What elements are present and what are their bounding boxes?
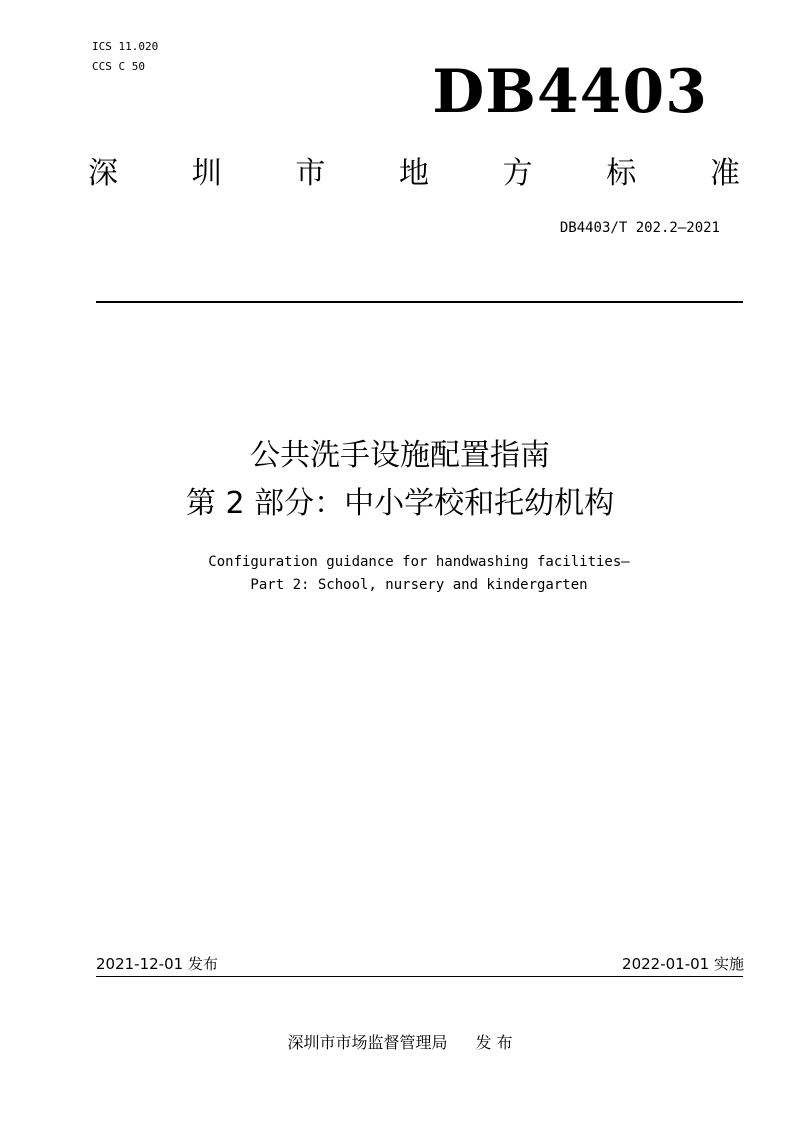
title-cn-line1: 公共洗手设施配置指南	[250, 438, 550, 473]
standard-number: DB4403/T 202.2—2021	[559, 220, 720, 236]
standard-type-char: 市	[295, 156, 326, 191]
standard-type-char: 标	[606, 156, 637, 191]
standard-type-char: 圳	[191, 156, 222, 191]
standard-type-char: 方	[502, 156, 533, 191]
bottom-divider	[96, 976, 743, 977]
issuer-action: 发 布	[475, 1033, 513, 1052]
ccs-code: CCS C 50	[92, 60, 145, 73]
title-cn-line2: 第 2 部分：中小学校和托幼机构	[185, 486, 615, 521]
issuer-line	[0, 1032, 800, 1054]
title-en-line2: Part 2: School, nursery and kindergarten	[250, 577, 588, 593]
standard-type-char: 准	[709, 156, 740, 191]
ics-code: ICS 11.020	[92, 40, 159, 53]
publish-date: 2021-12-01 发布	[96, 955, 218, 973]
issuer-name: 深圳市市场监督管理局	[287, 1033, 448, 1052]
implement-date: 2022-01-01 实施	[622, 955, 744, 973]
standard-code-heading: DB4403	[432, 57, 708, 127]
standard-type-char: 深	[88, 156, 118, 191]
title-en-line1: Configuration guidance for handwashing facilities—	[208, 554, 630, 570]
standard-type-char: 地	[398, 156, 429, 191]
top-divider	[96, 301, 743, 303]
standard-type-title	[88, 154, 740, 194]
